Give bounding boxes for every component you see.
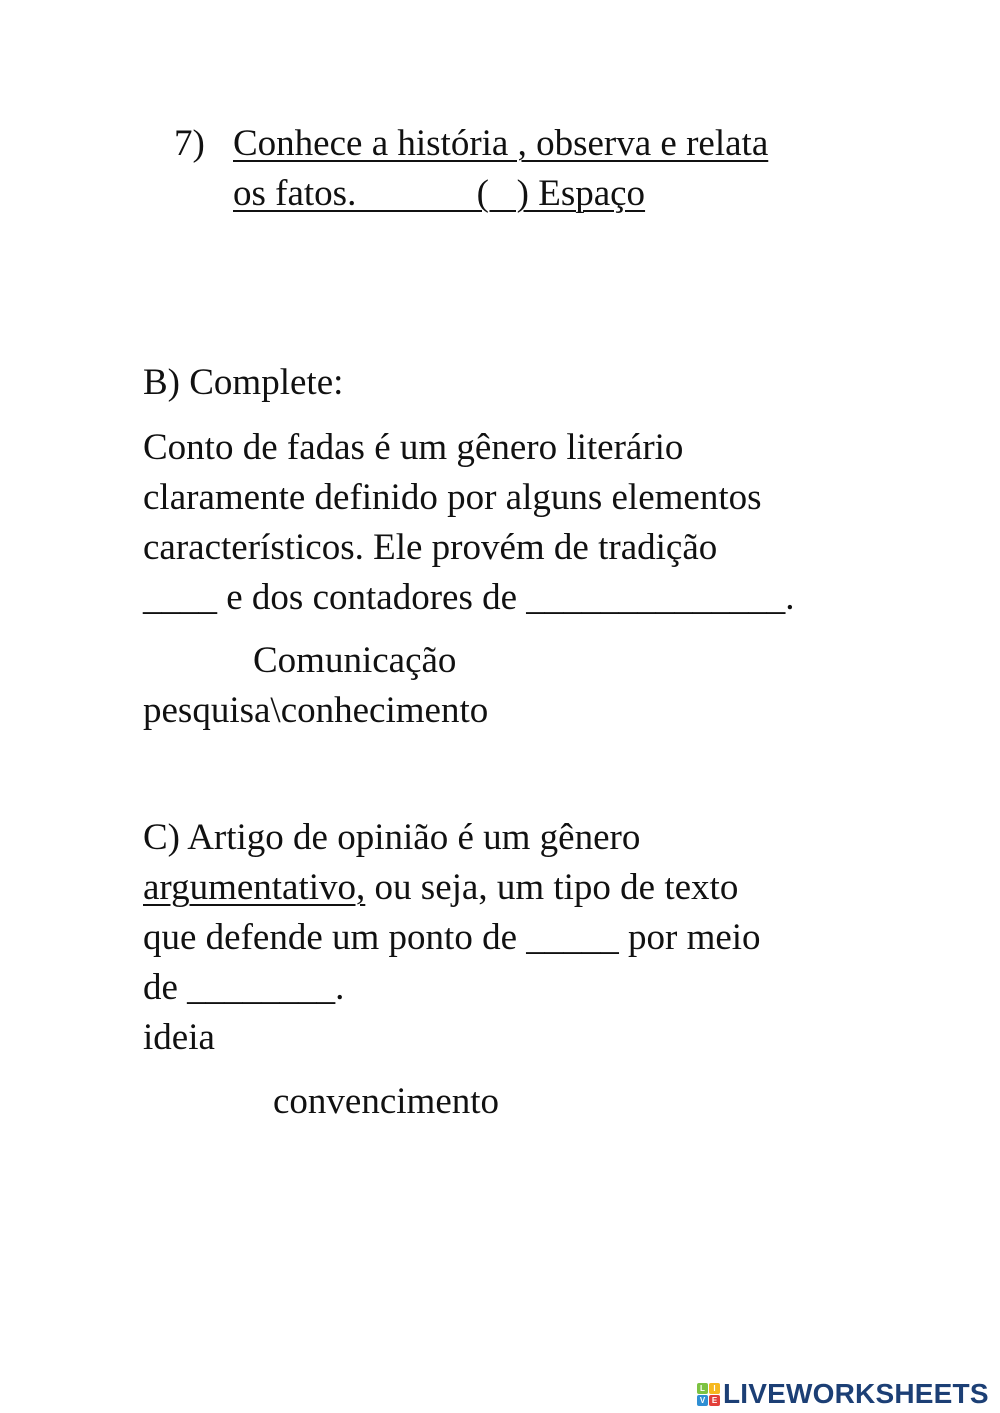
item7-line1: Conhece a história , observa e relata	[233, 123, 769, 164]
item7-line2: os fatos. ( ) Espaço	[233, 173, 646, 214]
answer-option[interactable]: pesquisa\conhecimento	[143, 690, 489, 731]
section-b-line-blanks: ____ e dos contadores de ______________.	[143, 577, 795, 618]
section-c-line3: que defende um ponto de _____ por meio	[143, 917, 761, 958]
item-number: 7)	[174, 123, 205, 164]
section-b-heading: B) Complete:	[143, 362, 344, 403]
answer-option[interactable]: convencimento	[273, 1081, 500, 1122]
section-c-line1: C) Artigo de opinião é um gênero	[143, 817, 641, 858]
answer-option[interactable]: Comunicação	[253, 640, 457, 681]
liveworksheets-logo	[697, 1380, 989, 1408]
section-b-line: claramente definido por alguns elementos	[143, 477, 762, 518]
answer-option[interactable]: ideia	[143, 1017, 215, 1058]
brand-name: LIVEWORKSHEETS	[723, 1378, 989, 1409]
section-b-line: característicos. Ele provém de tradição	[143, 527, 718, 568]
section-b-line: Conto de fadas é um gênero literário	[143, 427, 684, 468]
underlined-term: argumentativo,	[143, 867, 366, 908]
section-c-line2: argumentativo, ou seja, um tipo de texto	[143, 867, 739, 908]
section-c-line4: de ________.	[143, 967, 345, 1008]
logo-tiles-icon: L I V E	[697, 1383, 720, 1406]
